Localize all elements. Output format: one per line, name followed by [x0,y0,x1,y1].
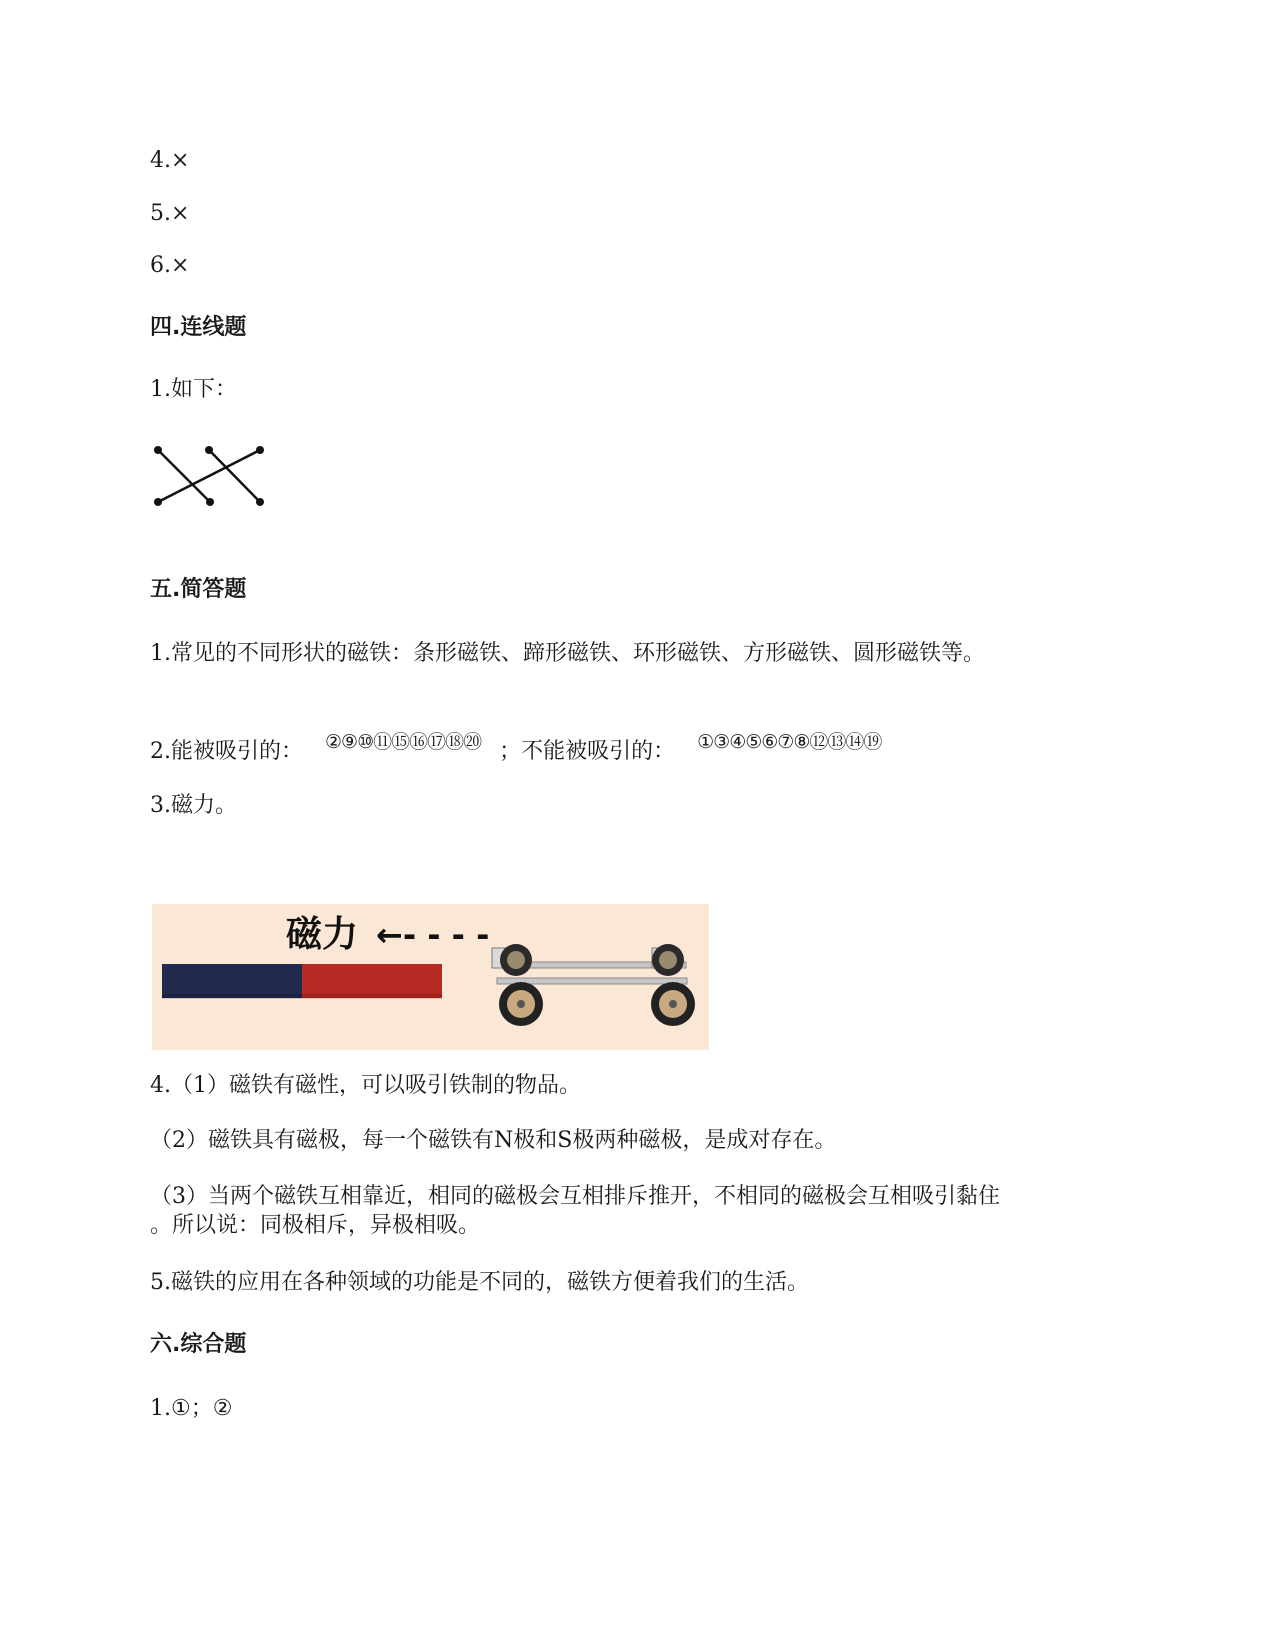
car-hub [507,951,525,969]
matching-lines-diagram [152,444,264,508]
short-answer-4-part-3-line-2: 。所以说：同极相斥，异极相吸。 [150,1213,481,1238]
short-answer-4-part-1: 4.（1）磁铁有磁性，可以吸引铁制的物品。 [150,1073,581,1098]
answer-6: 6.× [150,253,190,278]
match-dot-bottom-1 [154,498,162,506]
force-arrow: ←- - - - [376,916,490,954]
short-answer-1: 1.常见的不同形状的磁铁：条形磁铁、蹄形磁铁、环形磁铁、方形磁铁、圆形磁铁等。 [150,641,985,666]
attract-items: ②⑨⑩⑪⑮⑯⑰⑱⑳ [325,731,482,753]
figure-label: 磁力 [286,914,359,955]
answer-4: 4.× [150,148,190,173]
match-dot-top-1 [154,446,162,454]
short-answer-2 [150,731,882,767]
attract-label: 2.能被吸引的： [150,739,303,764]
magnet-south-pole [302,964,442,998]
car-hub [659,951,677,969]
match-line-3 [158,450,260,502]
section-heading-short-answer: 五.简答题 [150,577,247,602]
short-answer-5: 5.磁铁的应用在各种领域的功能是不同的，磁铁方便着我们的生活。 [150,1270,809,1295]
car-axle [669,1000,677,1008]
match-dot-bottom-3 [256,498,264,506]
comprehensive-answer-1: 1.①；② [150,1396,233,1421]
match-line-2 [209,450,260,502]
match-dot-bottom-2 [206,498,214,506]
not-attract-label: 不能被吸引的： [521,739,676,764]
answer-separator: ； [499,739,522,764]
car-axle [517,1000,525,1008]
magnet-shadow [162,994,442,999]
short-answer-3: 3.磁力。 [150,793,237,818]
section-heading-matching: 四.连线题 [150,315,247,340]
match-line-1 [158,450,210,502]
magnet-north-pole [162,964,302,998]
magnetic-force-figure [152,904,709,1050]
not-attract-items: ①③④⑤⑥⑦⑧⑫⑬⑭⑲ [697,731,882,753]
answer-5: 5.× [150,201,190,226]
matching-answer-1: 1.如下： [150,377,237,402]
match-dot-top-3 [256,446,264,454]
short-answer-4-part-3-line-1: （3）当两个磁铁互相靠近，相同的磁极会互相排斥推开，不相同的磁极会互相吸引黏住 [150,1184,1000,1209]
section-heading-comprehensive: 六.综合题 [150,1332,247,1357]
match-dot-top-2 [205,446,213,454]
short-answer-4-part-2: （2）磁铁具有磁极，每一个磁铁有N极和S极两种磁极，是成对存在。 [150,1128,837,1153]
